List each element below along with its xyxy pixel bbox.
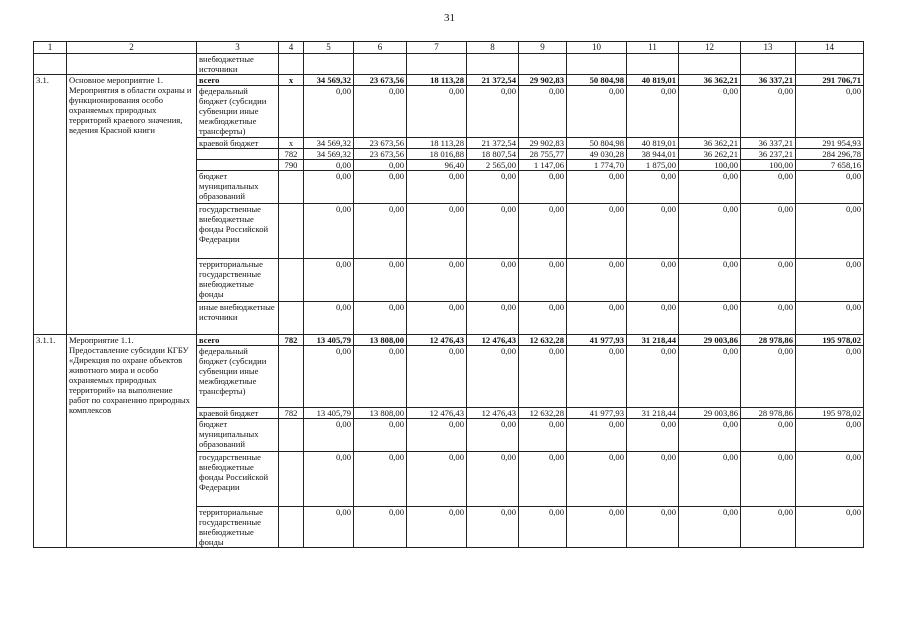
code-cell	[279, 302, 304, 335]
value-cell: 0,00	[796, 419, 864, 452]
column-header: 4	[279, 42, 304, 54]
value-cell: 34 569,32	[304, 149, 354, 160]
value-cell: 0,00	[304, 419, 354, 452]
table-cell	[354, 54, 407, 75]
value-cell: 41 977,93	[567, 335, 627, 346]
column-header: 12	[679, 42, 741, 54]
activity-name: Основное мероприятие 1. Мероприятия в области охраны и функционирования особо охраняемых природных территорий краевого значения, ведения Красной книги	[67, 75, 197, 335]
column-header: 5	[304, 42, 354, 54]
value-cell: 0,00	[567, 507, 627, 548]
value-cell: 284 296,78	[796, 149, 864, 160]
value-cell: 96,40	[407, 160, 467, 171]
value-cell: 0,00	[467, 259, 519, 302]
value-cell: 29 902,83	[519, 75, 567, 86]
value-cell: 0,00	[567, 171, 627, 204]
value-cell: 0,00	[354, 171, 407, 204]
value-cell: 0,00	[354, 86, 407, 138]
value-cell: 0,00	[567, 452, 627, 507]
value-cell: 31 218,44	[627, 335, 679, 346]
value-cell: 0,00	[407, 507, 467, 548]
value-cell: 0,00	[741, 259, 796, 302]
value-cell: 0,00	[519, 302, 567, 335]
value-cell: 34 569,32	[304, 75, 354, 86]
value-cell: 0,00	[519, 171, 567, 204]
value-cell: 36 362,21	[679, 138, 741, 149]
value-cell: 0,00	[741, 204, 796, 259]
value-cell: 0,00	[407, 302, 467, 335]
value-cell: 0,00	[467, 302, 519, 335]
column-header: 7	[407, 42, 467, 54]
value-cell: 0,00	[567, 259, 627, 302]
value-cell: 28 978,86	[741, 408, 796, 419]
value-cell: 36 337,21	[741, 75, 796, 86]
code-cell	[279, 419, 304, 452]
value-cell: 0,00	[627, 171, 679, 204]
value-cell: 21 372,54	[467, 75, 519, 86]
value-cell: 0,00	[304, 259, 354, 302]
value-cell: 0,00	[627, 419, 679, 452]
value-cell: 0,00	[741, 419, 796, 452]
table-cell	[67, 54, 197, 75]
value-cell: 0,00	[304, 452, 354, 507]
value-cell: 0,00	[796, 302, 864, 335]
column-header: 1	[34, 42, 67, 54]
value-cell: 0,00	[467, 419, 519, 452]
funding-source-label: иные внебюджетные источники	[197, 302, 279, 335]
value-cell: 0,00	[407, 346, 467, 408]
value-cell: 18 807,54	[467, 149, 519, 160]
table-row	[34, 75, 864, 86]
value-cell: 0,00	[679, 507, 741, 548]
value-cell: 18 016,88	[407, 149, 467, 160]
value-cell: 0,00	[354, 419, 407, 452]
value-cell: 0,00	[627, 259, 679, 302]
value-cell: 0,00	[467, 507, 519, 548]
funding-source-label: бюджет муниципальных образований	[197, 419, 279, 452]
row-code: 3.1.	[34, 75, 67, 335]
value-cell: 0,00	[679, 452, 741, 507]
column-header: 2	[67, 42, 197, 54]
value-cell: 0,00	[519, 204, 567, 259]
table-cell	[519, 54, 567, 75]
value-cell: 0,00	[407, 452, 467, 507]
value-cell: 18 113,28	[407, 138, 467, 149]
value-cell: 0,00	[354, 204, 407, 259]
value-cell: 18 113,28	[407, 75, 467, 86]
table-cell	[627, 54, 679, 75]
value-cell: 29 003,86	[679, 335, 741, 346]
value-cell: 0,00	[741, 86, 796, 138]
funding-source-label: государственные внебюджетные фонды Российской Федерации	[197, 204, 279, 259]
value-cell: 12 632,28	[519, 408, 567, 419]
value-cell: 0,00	[796, 204, 864, 259]
value-cell: 0,00	[519, 259, 567, 302]
code-cell	[279, 86, 304, 138]
value-cell: 0,00	[304, 171, 354, 204]
table-row	[34, 54, 864, 75]
value-cell: 38 944,01	[627, 149, 679, 160]
value-cell: 0,00	[467, 86, 519, 138]
table-cell	[679, 54, 741, 75]
column-header: 14	[796, 42, 864, 54]
value-cell: 1 875,00	[627, 160, 679, 171]
table-cell	[407, 54, 467, 75]
funding-source-label: федеральный бюджет (субсидии субвенции иные межбюджетные трансферты)	[197, 346, 279, 408]
value-cell: 0,00	[354, 160, 407, 171]
value-cell: 0,00	[519, 419, 567, 452]
value-cell: 0,00	[627, 346, 679, 408]
value-cell: 36 337,21	[741, 138, 796, 149]
value-cell: 0,00	[407, 171, 467, 204]
code-cell: 790	[279, 160, 304, 171]
code-cell	[279, 346, 304, 408]
value-cell: 0,00	[304, 346, 354, 408]
value-cell: 291 706,71	[796, 75, 864, 86]
value-cell: 36 362,21	[679, 75, 741, 86]
value-cell: 50 804,98	[567, 138, 627, 149]
value-cell: 0,00	[354, 346, 407, 408]
value-cell: 0,00	[796, 452, 864, 507]
table-cell	[567, 54, 627, 75]
table-cell	[796, 54, 864, 75]
value-cell: 195 978,02	[796, 408, 864, 419]
value-cell: 0,00	[627, 86, 679, 138]
value-cell: 13 405,79	[304, 335, 354, 346]
value-cell: 0,00	[354, 452, 407, 507]
value-cell: 41 977,93	[567, 408, 627, 419]
code-cell	[279, 171, 304, 204]
code-cell: 782	[279, 408, 304, 419]
value-cell: 34 569,32	[304, 138, 354, 149]
value-cell: 0,00	[467, 346, 519, 408]
value-cell: 0,00	[407, 204, 467, 259]
value-cell: 0,00	[796, 346, 864, 408]
column-header: 3	[197, 42, 279, 54]
funding-source-label: всего	[197, 75, 279, 86]
value-cell: 0,00	[467, 452, 519, 507]
column-header: 10	[567, 42, 627, 54]
value-cell: 0,00	[627, 302, 679, 335]
funding-source-label: территориальные государственные внебюджетные фонды	[197, 259, 279, 302]
value-cell: 0,00	[567, 86, 627, 138]
value-cell: 0,00	[796, 259, 864, 302]
value-cell: 13 405,79	[304, 408, 354, 419]
value-cell: 23 673,56	[354, 138, 407, 149]
funding-source-label: всего	[197, 335, 279, 346]
value-cell: 0,00	[304, 302, 354, 335]
value-cell: 13 808,00	[354, 408, 407, 419]
value-cell: 0,00	[467, 171, 519, 204]
value-cell: 0,00	[679, 419, 741, 452]
value-cell: 40 819,01	[627, 138, 679, 149]
value-cell: 29 902,83	[519, 138, 567, 149]
value-cell: 7 658,16	[796, 160, 864, 171]
value-cell: 0,00	[627, 507, 679, 548]
value-cell: 0,00	[796, 507, 864, 548]
column-header: 6	[354, 42, 407, 54]
value-cell: 23 673,56	[354, 149, 407, 160]
value-cell: 12 476,43	[407, 335, 467, 346]
value-cell: 100,00	[679, 160, 741, 171]
value-cell: 12 476,43	[467, 335, 519, 346]
value-cell: 0,00	[679, 204, 741, 259]
value-cell: 21 372,54	[467, 138, 519, 149]
table-cell	[197, 149, 279, 160]
value-cell: 0,00	[741, 507, 796, 548]
value-cell: 0,00	[354, 507, 407, 548]
value-cell: 0,00	[519, 86, 567, 138]
value-cell: 12 476,43	[467, 408, 519, 419]
value-cell: 12 476,43	[407, 408, 467, 419]
value-cell: 0,00	[567, 204, 627, 259]
value-cell: 0,00	[741, 171, 796, 204]
value-cell: 291 954,93	[796, 138, 864, 149]
activity-name: Мероприятие 1.1. Предоставление субсидии КГБУ «Дирекция по охране объектов животного мира и особо охраняемых природных территорий» на выполнение работ по сохранению природных комплексов	[67, 335, 197, 548]
funding-source-label: федеральный бюджет (субсидии субвенции иные межбюджетные трансферты)	[197, 86, 279, 138]
funding-source-label: краевой бюджет	[197, 408, 279, 419]
budget-table	[33, 41, 864, 548]
value-cell: 195 978,02	[796, 335, 864, 346]
code-cell: 782	[279, 335, 304, 346]
value-cell: 0,00	[519, 507, 567, 548]
value-cell: 0,00	[741, 452, 796, 507]
value-cell: 2 565,00	[467, 160, 519, 171]
value-cell: 49 030,28	[567, 149, 627, 160]
table-cell	[279, 54, 304, 75]
code-cell	[279, 259, 304, 302]
row-code: 3.1.1.	[34, 335, 67, 548]
value-cell: 23 673,56	[354, 75, 407, 86]
table-cell	[467, 54, 519, 75]
funding-source-label: территориальные государственные внебюджетные фонды	[197, 507, 279, 548]
value-cell: 0,00	[304, 86, 354, 138]
column-header: 13	[741, 42, 796, 54]
value-cell: 13 808,00	[354, 335, 407, 346]
value-cell: 0,00	[519, 346, 567, 408]
value-cell: 0,00	[519, 452, 567, 507]
value-cell: 1 774,70	[567, 160, 627, 171]
column-header: 11	[627, 42, 679, 54]
value-cell: 0,00	[407, 259, 467, 302]
value-cell: 0,00	[407, 419, 467, 452]
value-cell: 0,00	[467, 204, 519, 259]
value-cell: 0,00	[679, 86, 741, 138]
header-row	[34, 42, 864, 54]
value-cell: 50 804,98	[567, 75, 627, 86]
table-cell	[34, 54, 67, 75]
value-cell: 1 147,06	[519, 160, 567, 171]
table-cell	[741, 54, 796, 75]
value-cell: 28 755,77	[519, 149, 567, 160]
value-cell: 0,00	[567, 302, 627, 335]
value-cell: 0,00	[304, 507, 354, 548]
value-cell: 36 262,21	[679, 149, 741, 160]
value-cell: 0,00	[679, 259, 741, 302]
funding-source-label: внебюджетные источники	[197, 54, 279, 75]
value-cell: 28 978,86	[741, 335, 796, 346]
value-cell: 40 819,01	[627, 75, 679, 86]
value-cell: 0,00	[354, 259, 407, 302]
value-cell: 31 218,44	[627, 408, 679, 419]
funding-source-label: краевой бюджет	[197, 138, 279, 149]
code-cell	[279, 507, 304, 548]
funding-source-label: государственные внебюджетные фонды Российской Федерации	[197, 452, 279, 507]
value-cell: 0,00	[796, 86, 864, 138]
table-cell	[197, 160, 279, 171]
value-cell: 0,00	[407, 86, 467, 138]
code-cell	[279, 204, 304, 259]
value-cell: 29 003,86	[679, 408, 741, 419]
value-cell: 0,00	[679, 346, 741, 408]
value-cell: 0,00	[796, 171, 864, 204]
value-cell: 0,00	[304, 204, 354, 259]
value-cell: 0,00	[627, 204, 679, 259]
value-cell: 0,00	[627, 452, 679, 507]
value-cell: 0,00	[567, 419, 627, 452]
code-cell: х	[279, 138, 304, 149]
table-row	[34, 335, 864, 346]
value-cell: 0,00	[741, 302, 796, 335]
page-number: 31	[444, 12, 455, 24]
code-cell	[279, 452, 304, 507]
value-cell: 0,00	[567, 346, 627, 408]
value-cell: 0,00	[679, 302, 741, 335]
code-cell: х	[279, 75, 304, 86]
value-cell: 0,00	[304, 160, 354, 171]
table-cell	[304, 54, 354, 75]
value-cell: 12 632,28	[519, 335, 567, 346]
code-cell: 782	[279, 149, 304, 160]
column-header: 9	[519, 42, 567, 54]
value-cell: 36 237,21	[741, 149, 796, 160]
value-cell: 0,00	[741, 346, 796, 408]
value-cell: 0,00	[354, 302, 407, 335]
funding-source-label: бюджет муниципальных образований	[197, 171, 279, 204]
column-header: 8	[467, 42, 519, 54]
value-cell: 0,00	[679, 171, 741, 204]
value-cell: 100,00	[741, 160, 796, 171]
